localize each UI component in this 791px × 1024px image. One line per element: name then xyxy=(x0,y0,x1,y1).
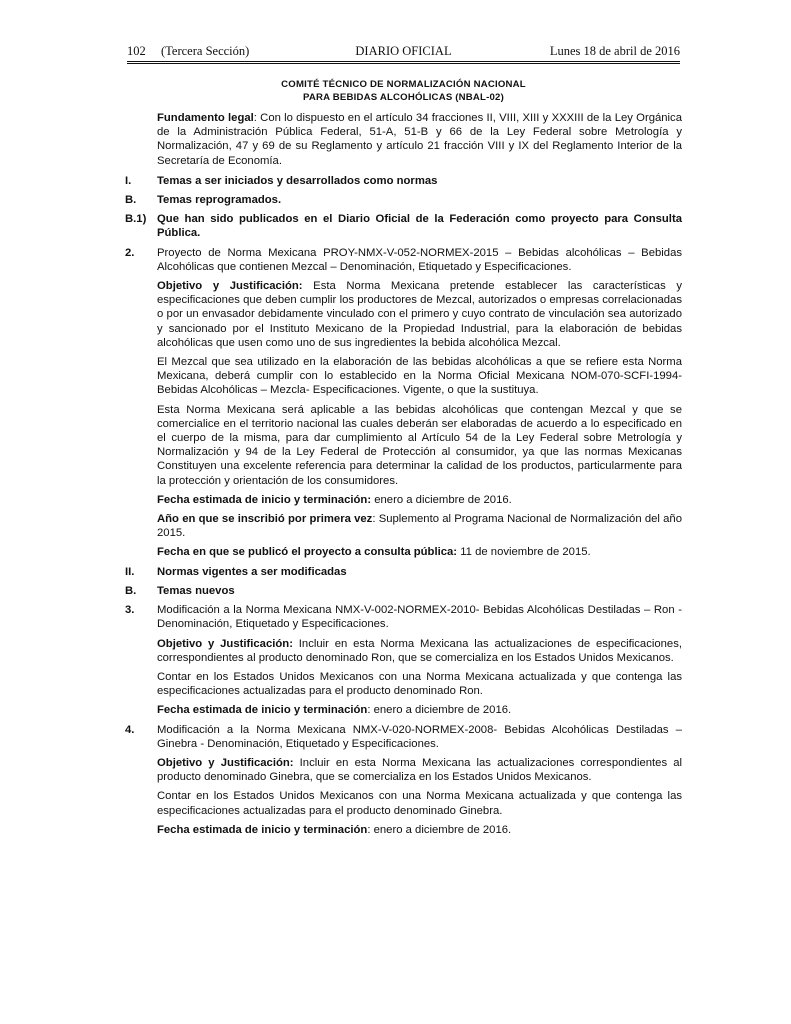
item-4-text: Modificación a la Norma Mexicana NMX-V-020-NORMEX-2008- Bebidas Alcohólicas Destiladas – Ginebra - Denominación, Etiquetado y Especificaciones. xyxy=(157,723,682,750)
item-3-num: 3. xyxy=(125,604,135,617)
item-3-objetivo xyxy=(157,637,682,665)
committee-title xyxy=(125,78,682,104)
publication-date: Lunes 18 de abril de 2016 xyxy=(549,44,680,58)
section-B1 xyxy=(125,212,682,240)
item-3-fecha-label: Fecha estimada de inicio y terminación xyxy=(157,704,368,717)
item-2-publico xyxy=(157,545,682,559)
section-I-text: Temas a ser iniciados y desarrollados como normas xyxy=(157,174,438,187)
item-3-fecha xyxy=(157,703,682,717)
item-2-objetivo-label: Objetivo y Justificación: xyxy=(157,280,303,293)
item-2-para2: Esta Norma Mexicana será aplicable a las bebidas alcohólicas que contengan Mezcal y que se comercialice en el territorio nacional las cuales deberán ser elaboradas de acuerdo a lo especificado en el cuerpo de la misma, para dar cumplimiento al Artículo 54 de la Ley Federal sobre Metrología y Normalización y 94 de la Ley Federal de Protección al consumidor, ya que las normas Mexicanas Constituyen una excelente referencia para determinar la calidad de los productos, particularmente para la protección y orientación de los consumidores. xyxy=(157,403,682,487)
item-4-num: 4. xyxy=(125,723,135,736)
page-number: 102 xyxy=(127,44,146,58)
section-B-text: Temas reprogramados. xyxy=(157,194,282,207)
section-B2 xyxy=(125,584,682,598)
document-body xyxy=(125,78,682,837)
section-B1-num: B.1) xyxy=(125,213,147,226)
item-2-anio-text: : Suplemento al Programa Nacional de Normalización del año 2015. xyxy=(157,513,682,540)
item-2 xyxy=(125,246,682,274)
section-B2-num: B. xyxy=(125,584,137,597)
item-2-publico-text: 11 de noviembre de 2015. xyxy=(457,546,591,559)
item-4 xyxy=(125,723,682,751)
committee-title-line2: PARA BEBIDAS ALCOHÓLICAS (NBAL-02) xyxy=(303,92,504,103)
item-2-anio-label: Año en que se inscribió por primera vez xyxy=(157,513,373,526)
section-II-text: Normas vigentes a ser modificadas xyxy=(157,565,347,578)
item-3-text: Modificación a la Norma Mexicana NMX-V-002-NORMEX-2010- Bebidas Alcohólicas Destiladas – Ron - Denominación, Etiquetado y Especificaciones. xyxy=(157,604,682,631)
legal-basis-label: Fundamento legal xyxy=(157,112,254,124)
header-rule-bottom xyxy=(127,63,680,64)
item-4-fecha-label: Fecha estimada de inicio y terminación xyxy=(157,823,368,836)
item-4-para1: Contar en los Estados Unidos Mexicanos con una Norma Mexicana actualizada y que contenga las especificaciones actualizadas para el producto denominado Ginebra. xyxy=(157,790,682,817)
item-2-anio xyxy=(157,512,682,540)
item-3-para1: Contar en los Estados Unidos Mexicanos con una Norma Mexicana actualizada y que contenga las especificaciones actualizadas para el producto denominado Ron. xyxy=(157,670,682,698)
item-2-num: 2. xyxy=(125,246,135,259)
item-4-fecha-text: : enero a diciembre de 2016. xyxy=(367,823,512,836)
page-header xyxy=(127,44,680,60)
item-2-para1: El Mezcal que sea utilizado en la elaboración de las bebidas alcohólicas a que se refiere esta Norma Mexicana, deberá cumplir con lo establecido en la Norma Oficial Mexicana NOM-070-SCFI-1994- Bebidas Alcohólicas – Mezcla- Especificaciones. Vigente, o que la sustituya. xyxy=(157,356,682,397)
publication-name: DIARIO OFICIAL xyxy=(355,44,452,58)
item-4-objetivo-text: Incluir en esta Norma Mexicana las actualizaciones correspondientes al producto denominado Ginebra, que se comercializa en los Estados Unidos Mexicanos. xyxy=(157,756,682,784)
item-2-text: Proyecto de Norma Mexicana PROY-NMX-V-052-NORMEX-2015 – Bebidas alcohólicas – Bebidas Alcohólicas que contienen Mezcal – Denominación, Etiquetado y Especificaciones. xyxy=(157,246,682,273)
item-2-fecha-text: enero a diciembre de 2016. xyxy=(371,493,512,506)
item-2-objetivo xyxy=(157,279,682,350)
section-B2-text: Temas nuevos xyxy=(157,584,235,597)
section-II-num: II. xyxy=(125,565,135,578)
section-B xyxy=(125,193,682,207)
item-2-publico-label: Fecha en que se publicó el proyecto a consulta pública: xyxy=(157,546,458,559)
section-I-num: I. xyxy=(125,174,132,187)
item-3-objetivo-label: Objetivo y Justificación: xyxy=(157,637,293,650)
committee-title-line1: COMITÉ TÉCNICO DE NORMALIZACIÓN NACIONAL xyxy=(281,79,526,90)
item-4-fecha xyxy=(157,823,682,837)
item-4-objetivo xyxy=(157,756,682,784)
section-I xyxy=(125,174,682,188)
item-4-objetivo-label: Objetivo y Justificación: xyxy=(157,756,294,769)
section-II xyxy=(125,565,682,579)
item-3-objetivo-text: Incluir en esta Norma Mexicana las actualizaciones de especificaciones, correspondientes al producto denominado Ron, que se comercializa en los Estados Unidos Mexicanos. xyxy=(157,637,682,664)
legal-basis xyxy=(157,111,682,168)
item-3-fecha-text: : enero a diciembre de 2016. xyxy=(367,704,512,717)
item-2-objetivo-text: Esta Norma Mexicana pretende establecer las características y especificaciones que deben cumplir los productores de Mezcal, autorizados o empresas correlacionadas o por un envasador debidamente vinculado con el primero y cuyo contrato de vinculación sea autorizado y sancionado por el Instituto Mexicano de la Propiedad Industrial, para la elaboración de bebidas alcohólicas que usen como uno de sus ingredientes la bebida alcohólica Mezcal. xyxy=(157,280,682,349)
section-B1-text: Que han sido publicados en el Diario Oficial de la Federación como proyecto para Consulta Pública. xyxy=(157,213,682,240)
legal-basis-text: : Con lo dispuesto en el artículo 34 fracciones II, VIII, XIII y XXXIII de la Ley Orgánica de la Administración Pública Federal, 51-A, 51-B y 66 de la Ley Federal sobre Metrología y Normalización, 47 y 69 de su Reglamento y artículo 21 fracción VIII y IX del Reglamento Interior de la Secretaría de Economía. xyxy=(157,112,682,167)
header-rule-top xyxy=(127,61,680,62)
section-B-num: B. xyxy=(125,194,137,207)
item-3 xyxy=(125,603,682,631)
section-label: (Tercera Sección) xyxy=(161,44,250,58)
item-2-fecha xyxy=(157,493,682,507)
item-2-fecha-label: Fecha estimada de inicio y terminación: xyxy=(157,493,372,506)
